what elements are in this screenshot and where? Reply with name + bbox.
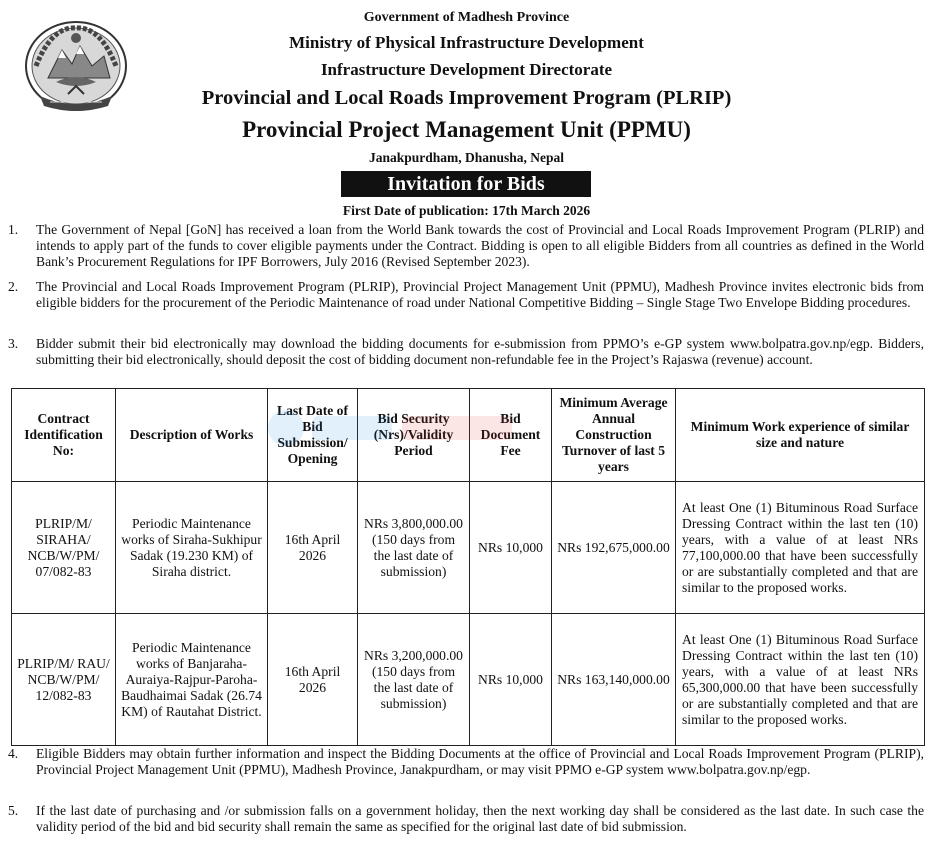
paragraph-5 bbox=[8, 803, 924, 835]
document-fee-cell: NRs 10,000 bbox=[470, 482, 552, 614]
invitation-banner: Invitation for Bids bbox=[341, 171, 591, 197]
paragraph-2 bbox=[8, 279, 924, 311]
ministry-name: Ministry of Physical Infrastructure Development bbox=[289, 33, 644, 52]
experience-cell: At least One (1) Bituminous Road Surface Dressing Contract within the last ten (10) years, with a value of at least NRs 77,100,000.00 that have been successfully or are substantially completed and that are similar to the proposed works. bbox=[676, 482, 925, 614]
header-document-fee: Bid Document Fee bbox=[470, 389, 552, 482]
paragraph-text: Bidder submit their bid electronically may download the bidding documents for e-submission from PPMO’s e-GP system www.bolpatra.gov.np/egp. Bidders, submitting their bid electronically, should deposit the cost of bidding document non-refundable fee in the Project’s Rajaswa (revenue) account. bbox=[36, 336, 924, 367]
header-bid-security: Bid Security (Nrs)/Validity Period bbox=[358, 389, 470, 482]
paragraph-4 bbox=[8, 746, 924, 778]
unit-name: Provincial Project Management Unit (PPMU) bbox=[242, 117, 691, 142]
document-fee-cell: NRs 10,000 bbox=[470, 614, 552, 746]
last-date-cell: 16th April 2026 bbox=[268, 614, 358, 746]
experience-cell: At least One (1) Bituminous Road Surface Dressing Contract within the last ten (10) years, with a value of at least NRs 65,300,000.00 that have been successfully or are substantially completed and that are similar to the proposed works. bbox=[676, 614, 925, 746]
paragraph-3 bbox=[8, 336, 924, 368]
header-description: Description of Works bbox=[116, 389, 268, 482]
paragraph-text: If the last date of purchasing and /or submission falls on a government holiday, then the next working day shall be considered as the last date. In such case the validity period of the bid and bid security shall remain the same as specified for the original last date of bid submission. bbox=[36, 803, 924, 834]
publication-date: First Date of publication: 17th March 2026 bbox=[342, 203, 591, 218]
bid-security-cell: NRs 3,200,000.00 (150 days from the last date of submission) bbox=[358, 614, 470, 746]
description-cell: Periodic Maintenance works of Banjaraha-Auraiya-Rajpur-Paroha-Baudhaimai Sadak (26.74 KM) of Rautahat District. bbox=[116, 614, 268, 746]
paragraph-number: 3. bbox=[8, 336, 19, 351]
header-contract-id: Contract Identification No: bbox=[12, 389, 116, 482]
program-name: Provincial and Local Roads Improvement Program (PLRIP) bbox=[201, 87, 732, 109]
header-last-date: Last Date of Bid Submission/ Opening bbox=[268, 389, 358, 482]
turnover-cell: NRs 163,140,000.00 bbox=[552, 614, 676, 746]
header-turnover: Minimum Average Annual Construction Turnover of last 5 years bbox=[552, 389, 676, 482]
paragraph-number: 5. bbox=[8, 803, 19, 818]
government-name: Government of Madhesh Province bbox=[363, 10, 570, 25]
last-date-cell: 16th April 2026 bbox=[268, 482, 358, 614]
paragraph-text: Eligible Bidders may obtain further information and inspect the Bidding Documents at the office of Provincial and Local Roads Improvement Program (PLRIP), Provincial Project Management Unit (PPMU), Madhesh Province, Janakpurdham, or may visit PPMO e-GP system www.bolpatra.gov.np/egp. bbox=[36, 746, 924, 777]
bids-table bbox=[11, 388, 925, 746]
bid-security-cell: NRs 3,800,000.00 (150 days from the last date of submission) bbox=[358, 482, 470, 614]
contract-id-cell: PLRIP/M/ SIRAHA/ NCB/W/PM/ 07/082-83 bbox=[12, 482, 116, 614]
contract-id-cell: PLRIP/M/ RAU/ NCB/W/PM/ 12/082-83 bbox=[12, 614, 116, 746]
turnover-cell: NRs 192,675,000.00 bbox=[552, 482, 676, 614]
table-row bbox=[12, 482, 925, 614]
paragraph-text: The Provincial and Local Roads Improvement Program (PLRIP), Provincial Project Management Unit (PPMU), Madhesh Province invites electronic bids from eligible bidders for the procurement of the Periodic Maintenance of road under National Competitive Bidding – Single Stage Two Envelope Bidding procedures. bbox=[36, 279, 924, 310]
header-experience: Minimum Work experience of similar size and nature bbox=[676, 389, 925, 482]
paragraph-number: 4. bbox=[8, 746, 19, 761]
paragraph-1 bbox=[8, 222, 924, 270]
office-location: Janakpurdham, Dhanusha, Nepal bbox=[368, 150, 565, 165]
paragraph-number: 1. bbox=[8, 222, 19, 237]
table-header-row bbox=[12, 389, 925, 482]
description-cell: Periodic Maintenance works of Siraha-Sukhipur Sadak (19.230 KM) of Siraha district. bbox=[116, 482, 268, 614]
table-row bbox=[12, 614, 925, 746]
paragraph-number: 2. bbox=[8, 279, 19, 294]
directorate-name: Infrastructure Development Directorate bbox=[320, 60, 613, 79]
paragraph-text: The Government of Nepal [GoN] has received a loan from the World Bank towards the cost of Provincial and Local Roads Improvement Program (PLRIP) and intends to apply part of the funds to cover eligible payments under the Contract. Bidding is open to all eligible Bidders from all countries as defined in the World Bank’s Procurement Regulations for IPF Borrowers, July 2016 (Revised September 2023). bbox=[36, 222, 924, 269]
